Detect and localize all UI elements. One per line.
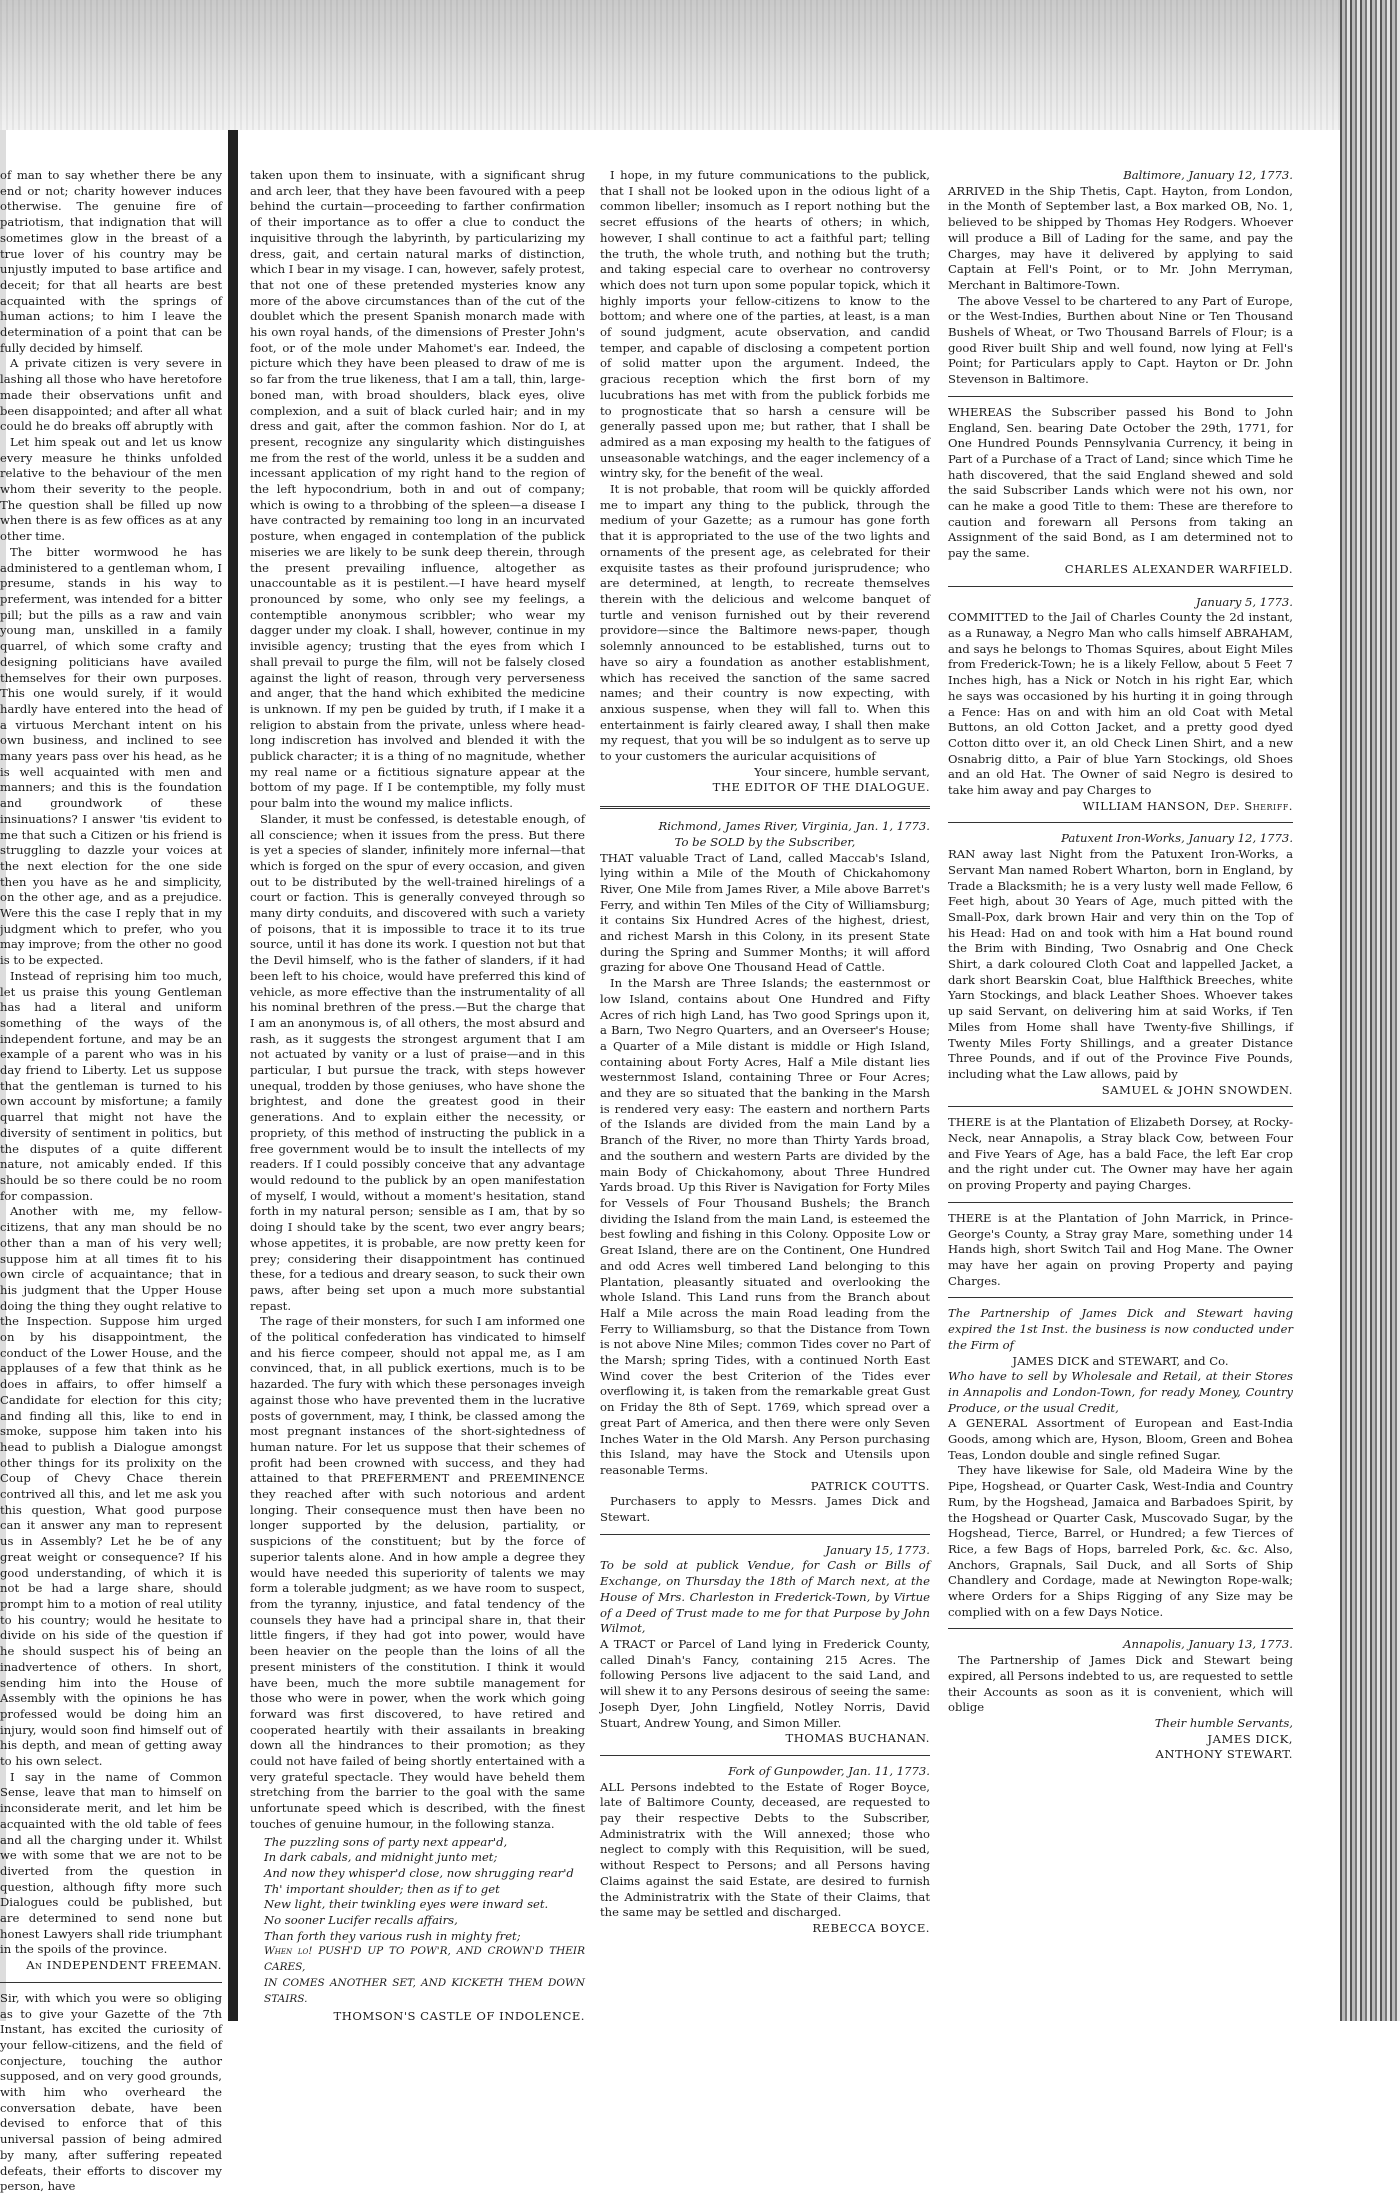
col1-signature: An INDEPENDENT FREEMAN. [26, 1958, 222, 1973]
ad-body: WHEREAS the Subscriber passed his Bond to John England, Sen. bearing Date October the 29th, 1771, for One Hundred Pounds Pennsylvania Currency, it being in Part of a Purchase of a Tract of Land; since which Time he hath discovered, that the said England shewed and sold the said Subscriber Lands which were not his own, nor can he make a good Title to them: These are therefore to caution and forewarn all Persons from taking an Assignment of the said Bond, as I am determined not to pay the same. [948, 404, 1293, 561]
col1-paragraph: Let him speak out and let us know every measure he thinks unfolded relative to the behaviour of the men whom their severity to the people. The question shall be filled up now when there is as few offices as at any other time. [0, 434, 222, 544]
ad-dateline: Annapolis, January 13, 1773. [1123, 1637, 1293, 1652]
col2-paragraph: taken upon them to insinuate, with a significant shrug and arch leer, that they have been favoured with a peep behind the curtain—proceeding to farther confirmation of their importance as to offer a clue to conduct the inquisitive through the labyrinth, by particularizing my dress, gait, and certain natural marks of distinction, which I bear in my visage. I can, however, safely protest, that not one of these pretended mysteries know any more of the above circumstances than of the cut of the doublet which the present Spanish monarch made with his own royal hands, of the dimensions of Prester John's foot, or of the mole under Mahomet's ear. Indeed, the picture which they have been pleased to draw of me is so far from the true likeness, that I am a tall, thin, large-boned man, with broad shoulders, black eyes, olive complexion, and a suit of black curled hair; and in my dress and gait, after the common fashion. Nor do I, at present, recognize any singularity which distinguishes me from the rest of the world, unless it be a sudden and incessant application of my right hand to the region of the left hypocondrium, both in and out of company; which is owing to a throbbing of the spleen—a disease I have contracted by remaining too long in an incurvated posture, when engaged in contemplation of the publick miseries we are likely to be sunk deep therein, through the present prevailing influence, altogether as unaccountable as it is pestilent.—I have heard myself pronounced by some, who only see my feelings, a contemptible anonymous scribbler; who wear my dagger under my cloak. I shall, however, continue in my invisible agency; trusting that the eyes from which I shall prevail to purge the film, will not be falsely closed against the light of reason, through very perverseness and anger, that the hand which exhibited the medicine is unknown. If my pen be guided by truth, if I make it a religion to abstain from the private, unless where head-long indiscretion has involved and blended it with the publick character; it is a thing of no magnitude, whether my real name or a fictitious signature appear at the bottom of my page. If I be contemptible, my folly must pour balm into the wound my malice inflicts. [250, 168, 585, 811]
ad-body: COMMITTED to the Jail of Charles County the 2d instant, as a Runaway, a Negro Man who calls himself ABRAHAM, and says he belongs to Thomas Squires, about Eight Miles from Frederick-Town; he is a likely Fellow, about 5 Feet 7 Inches high, has a Nick or Notch in his right Ear, which he says was occasioned by his hurting it in going through a Fence: Has on and with him an old Coat with Metal Buttons, an old Cotton Jacket, and a pretty good dyed Cotton ditto over it, an old Check Linen Shirt, and a new Osnabrig ditto, a Pair of blue Yarn Stockings, old Shoes and an old Hat. The Owner of said Negro is desired to take him away and pay Charges to [948, 610, 1293, 798]
ad-body: RAN away last Night from the Patuxent Iron-Works, a Servant Man named Robert Wharton, born in England, by Trade a Blacksmith; he is a very lusty well made Fellow, 6 Feet high, about 30 Years of Age, much pitted with the Small-Pox, dark brown Hair and very thin on the Top of his Head: Had on and took with him a Hat bound round the Brim with Binding, Two Osnabrig and One Check Shirt, a dark coloured Cloth Coat and lappelled Jacket, a dark short Bearskin Coat, blue Halfthick Breeches, white Yarn Stockings, and black Leather Shoes. Whoever takes up said Servant, on delivering him at said Works, if Ten Miles from Home shall have Twenty-five Shillings, if Twenty Miles Forty Shillings, and a greater Distance Three Pounds, and if out of the Province Five Pounds, including what the Law allows, paid by [948, 847, 1293, 1081]
poem-stanza [264, 1835, 585, 2008]
column-2 [250, 168, 585, 2024]
ad-body: The Partnership of James Dick and Stewart being expired, all Persons indebted to us, are requested to settle their Accounts as soon as it is convenient, which will oblige [948, 1653, 1293, 1715]
poem-line: The puzzling sons of party next appear'd, [264, 1834, 508, 1849]
poem-line: When lo! PUSH'D UP TO POW'R, AND CROWN'D THEIR CARES, [264, 1945, 585, 1974]
poem-line: No sooner Lucifer recalls affairs, [264, 1913, 458, 1928]
divider [948, 822, 1293, 823]
letter-closing: Your sincere, humble servant, [754, 764, 930, 779]
letter-signature: THE EDITOR OF THE DIALOGUE. [712, 780, 930, 795]
ad-signature: SAMUEL & JOHN SNOWDEN. [1101, 1082, 1293, 1097]
ad-body: A GENERAL Assortment of European and East-India Goods, among which are, Hyson, Bloom, Green and Bohea Teas, London double and single refined Sugar. [948, 1416, 1293, 1462]
col3-paragraph: It is not probable, that room will be quickly afforded me to impart any thing to the publick, through the medium of your Gazette; as a rumour has gone forth that it is appropriated to the use of the two lights and ornaments of the present age, as celebrated for their exquisite tastes as their profound jurisprudence; who are determined, at length, to recreate themselves therein with the delicious and welcome banquet of turtle and venison furnished out by their reverend providore—since the Baltimore news-paper, though solemnly announced to be established, turns out to have so airy a foundation as another establishment, which has received the sanction of the same sacred names; and their country is now expecting, with anxious suspense, when they will fall to. When this entertainment is fairly cleared away, I shall then make my request, that you will be so indulgent as to serve up to your customers the auricular acquisitions of [600, 482, 930, 764]
col1-paragraph: Instead of reprising him too much, let us praise this young Gentleman has had a literal and uniform something of the ways of the independent fortune, and may be an example of a parent who was in his day friend to Liberty. Let us suppose that the gentleman is turned to his own account by misfortune; a family quarrel that might not have the diversity of sentiment in politics, but the disputes of a quite different nature, not amicably ended. If this should be so there could be no room for compassion. [0, 968, 222, 1203]
divider [600, 1755, 930, 1756]
divider [600, 806, 930, 809]
ad-note: Purchasers to apply to Messrs. James Dick and Stewart. [600, 1494, 930, 1525]
advertisement-boyce-estate [600, 1764, 930, 1937]
divider [600, 1534, 930, 1535]
divider [948, 1628, 1293, 1629]
poem-line: New light, their twinkling eyes were inward set. [264, 1897, 549, 1912]
ad-dateline: Richmond, James River, Virginia, Jan. 1, 1773. [658, 819, 930, 834]
ad-body: The above Vessel to be chartered to any Part of Europe, or the West-Indies, Burthen about Nine or Ten Thousand Bushels of Wheat, or Two Thousand Barrels of Flour; is a good River built Ship and well found, now lying at Fell's Point; for Particulars apply to Capt. Hayton or Dr. John Stevenson in Baltimore. [948, 293, 1293, 387]
col2-paragraph: The rage of their monsters, for such I am informed one of the political confederation has vindicated to himself and his fierce compeer, should not appal me, as I am convinced, that, in all publick exertions, much is to be hazarded. The fury with which these personages inveigh against those who have prevented them in the lucrative posts of government, may, I think, be classed among the most pregnant instances of the short-sightedness of human nature. For let us suppose that their schemes of profit had been crowned with success, and they had attained to that PREFERMENT and PREEMINENCE they reached after with such notorious and ardent longing. Their consequence must then have been no longer supported by the delusion, partiality, or suspicions of the constituent; but by the force of superior talents alone. And in how ample a degree they would have needed this superiority of talents we may form a tolerable judgment; as we have room to suspect, from the tyranny, injustice, and fatal tendency of the counsels they have had a principal share in, that their little fingers, if they had got into power, would have been heavier on the people than the loins of all the present ministers of the constitution. I think it would have been, much the more subtile management for those who were in power, when the work which going forward was first discovered, to have retired and cooperated heartily with their assailants in breaking down all the hindrances to their promotion; as they could not have failed of being shortly entertained with a very grateful spectacle. They would have beheld them stretching from the barrier to the goal with the same unfortunate speed which is described, with the finest touches of genuine humour, in the following stanza. [250, 1314, 585, 1831]
advertisement-runaway-wharton [948, 831, 1293, 1098]
ad-subhead: Who have to sell by Wholesale and Retail, at their Stores in Annapolis and London-Town, for ready Money, Country Produce, or the usual Credit, [948, 1369, 1293, 1415]
ad-subhead: To be SOLD by the Subscriber, [674, 834, 856, 849]
col1-paragraph: Sir, with which you were so obliging as to give your Gazette of the 7th Instant, has excited the curiosity of your fellow-citizens, and the field of conjecture, touching the author supposed, and on very good grounds, with him who overheard the conversation debate, have been devised to enforce that of this universal passion of being admired by many, after suffering repeated defeats, their efforts to discover my person, have [0, 1990, 222, 2194]
column-1 [0, 168, 222, 2194]
poem-source: THOMSON'S CASTLE OF INDOLENCE. [333, 2009, 585, 2024]
divider [948, 586, 1293, 587]
ad-body: In the Marsh are Three Islands; the easternmost or low Island, contains about One Hundred and Fifty Acres of rich high Land, has Two good Springs upon it, a Barn, Two Negro Quarters, and an Overseer's House; a Quarter of a Mile distant is middle or High Island, containing about Forty Acres, Half a Mile distant lies westernmost Island, containing Three or Four Acres; and they are so situated that the banking in the Marsh is rendered very easy: The eastern and northern Parts of the Islands are divided from the main Land by a Branch of the River, no more than Thirty Yards broad, and the southern and western Parts are divided by the main Body of Chickahomony, about Three Hundred Yards broad. Up this River is Navigation for Forty Miles for Vessels of Four Thousand Bushels; the Branch dividing the Island from the main Land, is esteemed the best fowling and fishing in this Colony. Opposite Low or Great Island, there are on the Continent, One Hundred and odd Acres well timbered Land belonging to this Plantation, pleasantly situated and overlooking the whole Island. This Land runs from the Branch about Half a Mile across the main Road leading from the Ferry to Williamsburg, so that the Distance from Town is not above Nine Miles; common Tides cover no Part of the Marsh; spring Tides, with a continued North East Wind cover the best Criterion of the Tides ever overflowing it, is taken from the remarkable great Gust on Friday the 8th of Sept. 1769, which spread over a great Part of America, and then there were only Seven Inches Water in the Old Marsh. Any Person purchasing this Island, may have the Stock and Utensils upon reasonable Terms. [600, 976, 930, 1477]
book-page-edge [1340, 0, 1400, 2021]
ad-intro: To be sold at publick Vendue, for Cash or Bills of Exchange, on Thursday the 18th of March next, at the House of Mrs. Charleston in Frederick-Town, by Virtue of a Deed of Trust made to me for that Purpose by John Wilmot, [600, 1558, 930, 1636]
divider [0, 1982, 222, 1983]
ad-signature: REBECCA BOYCE. [812, 1920, 930, 1935]
col3-paragraph: I hope, in my future communications to the publick, that I shall not be looked upon in the odious light of a common libeller; insomuch as I report nothing but the secret effusions of the hearts of others; in which, however, I shall continue to act a faithful part; telling the truth, the whole truth, and nothing but the truth; and taking especial care to overhear no controversy which does not turn upon some popular topick, which it highly imports your fellow-citizens to know to the bottom; and where one of the parties, at least, is a man of sound judgment, acute observation, and candid temper, and capable of disclosing a competent portion of solid matter upon the argument. Indeed, the gracious reception which the first born of my lucubrations has met with from the publick forbids me to prognosticate that so harsh a censure will be generally passed upon me; but rather, that I shall be admired as a man exposing my health to the fatigues of unseasonable watchings, and the eager inclemency of a wintry sky, for the benefit of the weal. [600, 168, 930, 481]
divider [948, 1106, 1293, 1107]
advertisement-warfield-bond [948, 405, 1293, 578]
ad-intro: The Partnership of James Dick and Stewart having expired the 1st Inst. the business is now conducted under the Firm of [948, 1306, 1293, 1352]
ad-dateline: Baltimore, January 12, 1773. [1123, 168, 1293, 182]
ad-body: They have likewise for Sale, old Madeira Wine by the Pipe, Hogshead, or Quarter Cask, West-India and Country Rum, by the Hogshead, Jamaica and Barbadoes Spirit, by the Hogshead or Quarter Cask, Muscovado Sugar, by the Hogshead, Tierce, Barrel, or Hundred; a few Tierces of Rice, a few Bags of Hops, barreled Pork, &c. &c. Also, Anchors, Grapnals, Sail Duck, and all Sorts of Ship Chandlery and Cordage, made at Newington Rope-walk; where Orders for a Ships Rigging of any Size may be complied with on a few Days Notice. [948, 1463, 1293, 1619]
poem-line: Than forth they various rush in mighty fret; [264, 1928, 521, 1943]
poem-line: IN COMES ANOTHER SET, AND KICKETH THEM DOWN STAIRS. [264, 1976, 585, 2005]
advertisement-stray-mare [948, 1211, 1293, 1290]
column-3 [600, 168, 930, 1935]
col1-paragraph: A private citizen is very severe in lashing all those who have heretofore made their observations unfit and been disappointed; and after all what could he do breaks off abruptly with [0, 356, 222, 434]
divider [948, 1202, 1293, 1203]
column-gutter-rule [228, 130, 238, 2021]
advertisement-dick-stewart-goods [948, 1306, 1293, 1620]
col1-paragraph: The bitter wormwood he has administered to a gentleman whom, I presume, stands in his way to preferment, was intended for a bitter pill; but the pills as a raw and vain young man, unskilled in a family quarrel, of which some crafty and designing politicians have availed themselves for their own purposes. This one would surely, if it would hardly have entered into the head of a virtuous Merchant intent on his own business, and inclined to see many years pass over his head, as he is well acquainted with men and manners; and this is the foundation and groundwork of these insinuations? I answer 'tis evident to me that such a Citizen or his friend is struggling to dazzle your voices at the next election for the one side then you have as he and simplicity, on the other age, and as a prejudice. Were this the case I reply that in my judgment which to prefer, who you may improve; from the other no good is to be expected. [0, 544, 222, 968]
advertisement-dinahs-fancy [600, 1543, 930, 1747]
ad-firm-name: JAMES DICK and STEWART, and Co. [1012, 1353, 1229, 1368]
advertisement-ship-thetis [948, 168, 1293, 388]
ad-signature: PATRICK COUTTS. [810, 1478, 930, 1493]
col1-paragraph: Another with me, my fellow-citizens, that any man should be no other than a man of his very well; suppose him at all times fit to his own circle of acquaintance; that in his judgment that the Upper House doing the thing they ought relative to the Inspection. Suppose him urged on by his disappointment, the conduct of the Lower House, and the applauses of a few that think as he does in affairs, to offer himself a Candidate for election for this city; and finding all this, like to end in smoke, suppose him taken into his head to publish a Dialogue amongst other things for its prolixity on the Coup of Chevy Chace therein contrived all this, and let me ask you this question, What good purpose can it answer any man to represent us in Assembly? Let he be of any great weight or consequence? If his good understanding, of which it is not be had a large share, should prompt him to a motion of real utility to his country; would he hesitate to divide on his side of the question if he should suspect his of being an inadvertence of others. In short, sending him into the House of Assembly with the opinions he has professed would be doing him an injury, would soon find himself out of his depth, and mean of getting away to his own select. [0, 1204, 222, 1769]
advertisement-runaway-abraham [948, 595, 1293, 815]
ad-signature: WILLIAM HANSON, Dep. Sheriff. [1082, 798, 1293, 813]
poem-line: Th' important shoulder; then as if to get [264, 1881, 500, 1896]
ad-signature: ANTHONY STEWART. [1155, 1747, 1293, 1762]
poem-line: And now they whisper'd close, now shrugging rear'd [264, 1865, 574, 1880]
ad-dateline: January 15, 1773. [825, 1542, 930, 1557]
ad-body: ARRIVED in the Ship Thetis, Capt. Hayton, from London, in the Month of September last, a Box marked OB, No. 1, believed to be shipped by Thomas Hey Rodgers. Whoever will produce a Bill of Lading for the same, and pay the Charges, may have it delivered by applying to said Captain at Fell's Point, or to Mr. John Merryman, Merchant in Baltimore-Town. [948, 183, 1293, 292]
ad-body: THERE is at the Plantation of John Marrick, in Prince-George's County, a Stray gray Mare, something under 14 Hands high, short Switch Tail and Hog Mane. The Owner may have her again on proving Property and paying Charges. [948, 1210, 1293, 1288]
scan-top-noise [0, 0, 1400, 130]
ad-closing: Their humble Servants, [1154, 1715, 1293, 1730]
divider [948, 396, 1293, 397]
ad-body: THERE is at the Plantation of Elizabeth Dorsey, at Rocky-Neck, near Annapolis, a Stray black Cow, between Four and Five Years of Age, has a bald Face, the left Ear crop and the right under cut. The Owner may have her again on proving Property and paying Charges. [948, 1115, 1293, 1193]
column-4 [948, 168, 1293, 1768]
ad-body: ALL Persons indebted to the Estate of Roger Boyce, late of Baltimore County, deceased, are requested to pay their respective Debts to the Subscriber, Administratrix with the Will annexed; those who neglect to comply with this Requisition, will be sued, without Respect to Persons; and all Persons having Claims against the said Estate, are desired to furnish the Administratrix with the State of their Claims, that the same may be settled and discharged. [600, 1779, 930, 1920]
ad-dateline: January 5, 1773. [1195, 594, 1293, 609]
advertisement-maccabs-island [600, 819, 930, 1526]
advertisement-dick-stewart-accounts [948, 1637, 1293, 1763]
poem-line: In dark cabals, and midnight junto met; [264, 1850, 498, 1865]
ad-body: A TRACT or Parcel of Land lying in Frederick County, called Dinah's Fancy, containing 215 Acres. The following Persons live adjacent to the said Land, and will shew it to any Persons desirous of seeing the same: Joseph Dyer, John Lingfield, Notley Norris, David Stuart, Andrew Young, and Simon Miller. [600, 1636, 930, 1730]
advertisement-stray-cow [948, 1115, 1293, 1194]
col1-paragraph: of man to say whether there be any end or not; charity however induces otherwise. The genuine fire of patriotism, that indignation that will sometimes glow in the breast of a true lover of his country may be unjustly imputed to base artifice and deceit; for that all hearts are best acquainted with the springs of human actions; to him I leave the determination of a point that can be fully decided by himself. [0, 168, 222, 355]
col2-paragraph: Slander, it must be confessed, is detestable enough, of all conscience; when it issues from the press. But there is yet a species of slander, infinitely more infernal—that which is forged on the spur of every occasion, and given out to be distributed by the well-trained hirelings of a court or faction. This is generally conveyed through so many dirty conduits, and discovered with such a variety of poisons, that it is impossible to trace it to its true source, until it has done its work. I question not but that the Devil himself, who is the father of slanders, if it had been left to his choice, would have preferred this kind of vehicle, as more effective than the instrumentality of all his nominal brethren of the press.—But the charge that I am an anonymous is, of all others, the most absurd and rash, as it suggests the strongest argument that I am not actuated by vanity or a lust of praise—and in this particular, I but pursue the track, with steps however unequal, trodden by those geniuses, who have shone the brightest, and done the greatest good in their generations. And to explain either the necessity, or propriety, of this method of instructing the publick in a free government would be to insult the intellects of my readers. If I could possibly conceive that any advantage would redound to the publick by an open manifestation of myself, I would, without a moment's hesitation, stand forth in my natural person; sensible as I am, that by so doing I should take by the scent, two ever angry bears; whose appetites, it is probable, are now pretty keen for prey; considering their disappointment has continued these, for a tedious and dreary season, to suck their own paws, after being set upon a much more substantial repast. [250, 811, 585, 1313]
col1-paragraph: I say in the name of Common Sense, leave that man to himself on inconsiderate merit, and let him be acquainted with the old table of fees and all the charging under it. Whilst we with some that we are not to be diverted from the question in question, although fifty more such Dialogues could be published, but are determined to send none but honest Lawyers shall ride triumphant in the spoils of the province. [0, 1769, 222, 1957]
ad-signature: JAMES DICK, [1207, 1731, 1293, 1746]
ad-signature: THOMAS BUCHANAN. [785, 1731, 930, 1746]
divider [948, 1297, 1293, 1298]
ad-dateline: Fork of Gunpowder, Jan. 11, 1773. [728, 1763, 930, 1778]
ad-body: THAT valuable Tract of Land, called Maccab's Island, lying within a Mile of the Mouth of Chickahomony River, One Mile from James River, a Mile above Barret's Ferry, and within Ten Miles of the City of Williamsburg; it contains Six Hundred Acres of the highest, driest, and richest Marsh in this Colony, in its present State during the Spring and Summer Months; it will afford grazing for above One Thousand Head of Cattle. [600, 850, 930, 975]
ad-signature: CHARLES ALEXANDER WARFIELD. [1064, 561, 1293, 576]
ad-dateline: Patuxent Iron-Works, January 12, 1773. [1061, 831, 1293, 846]
